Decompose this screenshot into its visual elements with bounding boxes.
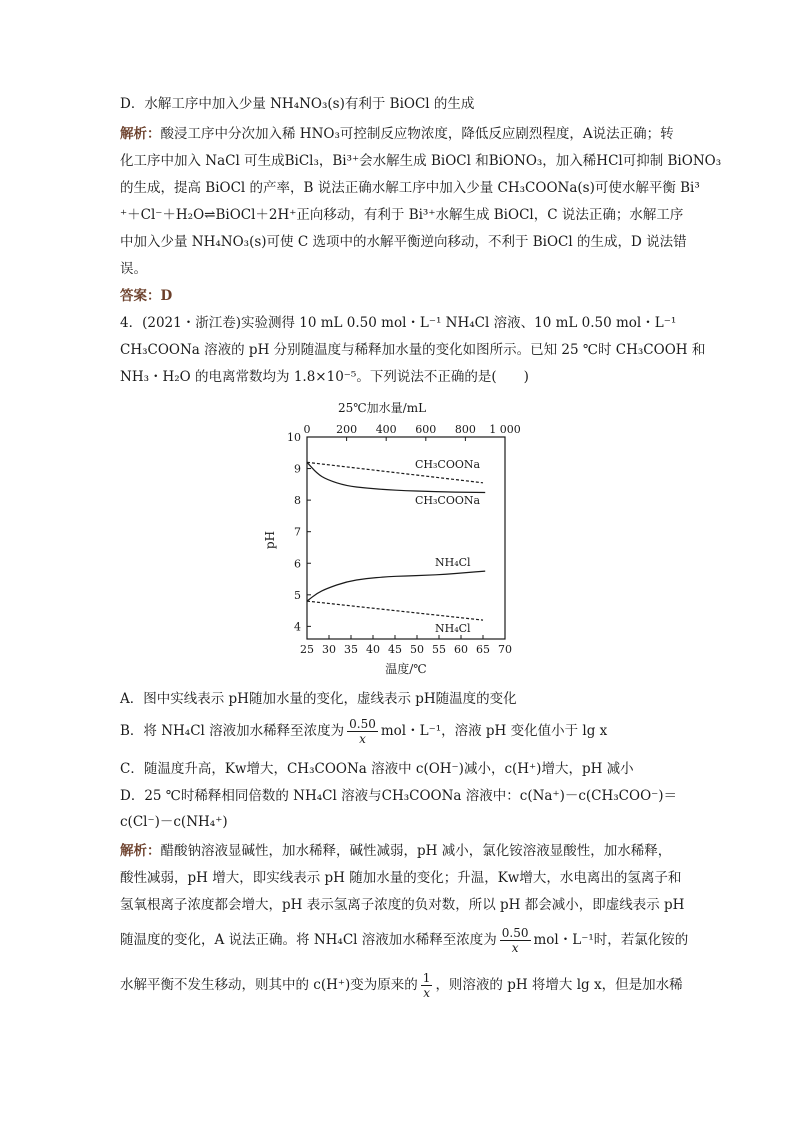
explanation-text: 随温度的变化，A 说法正确。将 NH₄Cl 溶液加水稀释至浓度为: [120, 932, 497, 948]
option-d-cont: c(Cl⁻)－c(NH₄⁺): [120, 814, 228, 830]
fraction: [500, 927, 531, 954]
fraction: [347, 718, 378, 745]
option-a: A．图中实线表示 pH随加水量的变化，虚线表示 pH随温度的变化: [120, 691, 517, 707]
answer-line: 答案：D: [120, 288, 173, 304]
y-tick-label: 9: [294, 462, 301, 476]
x-tick-label: 30: [322, 643, 336, 656]
explanation-line: 化工序中加入 NaCl 可生成BiCl₃，Bi³⁺会水解生成 BiOCl 和BiONO₃，加入稀HCl可抑制 BiONO₃: [120, 153, 722, 169]
explanation-text: 酸浸工序中分次加入稀 HNO₃可控制反应物浓度，降低反应剧烈程度，A说法正确；转: [160, 126, 674, 142]
fraction-denominator: x: [511, 941, 519, 955]
x-tick-label: 55: [432, 643, 446, 656]
x-tick-label: 40: [366, 643, 380, 656]
y-tick-label: 7: [294, 525, 301, 539]
top-tick-label: 600: [415, 423, 437, 436]
option-d: D．25 ℃时稀释相同倍数的 NH₄Cl 溶液与CH₃COONa 溶液中：c(Na⁺)－c(CH₃COO⁻)＝: [120, 788, 678, 804]
y-tick-label: 8: [294, 494, 301, 508]
explanation-line: 酸性减弱，pH 增大，即实线表示 pH 随加水量的变化；升温，Kw增大，水电离出的氢离子和: [120, 870, 682, 886]
explanation-label: 解析：: [120, 843, 161, 859]
fraction-denominator: x: [359, 732, 366, 746]
series-label-ch3coona-dashed: CH₃COONa: [415, 458, 481, 471]
top-tick-label: 1 000: [489, 423, 521, 436]
series-group: [307, 462, 485, 620]
explanation-line: [120, 125, 680, 143]
series-line-dashed: [307, 601, 483, 620]
y-tick-label: 5: [294, 588, 301, 602]
series-line-solid: [307, 571, 485, 601]
question-4-line: CH₃COONa 溶液的 pH 分别随温度与稀释加水量的变化如图所示。已知 25 ℃时 CH₃COOH 和: [120, 342, 706, 358]
x-tick-label: 25: [300, 643, 314, 656]
explanation-line: 误。: [120, 261, 147, 277]
fraction-denominator: x: [423, 986, 430, 1000]
option-b-text: mol・L⁻¹，溶液 pH 变化值小于 lg x: [380, 723, 608, 739]
y-tick-label: 6: [294, 557, 301, 571]
y-tick-label: 10: [287, 431, 301, 444]
explanation-text: 醋酸钠溶液显碱性，加水稀释，碱性减弱，pH 减小，氯化铵溶液显酸性，加水稀释，: [160, 843, 672, 859]
x-tick-label: 60: [454, 643, 468, 656]
top-tick-label: 200: [336, 423, 358, 436]
x-tick-label: 70: [498, 643, 512, 656]
option-c: C．随温度升高，Kw增大，CH₃COONa 溶液中 c(OH⁻)减小，c(H⁺)增大，pH 减小: [120, 761, 634, 777]
top-tick-label: 800: [454, 423, 476, 436]
ph-chart: [260, 400, 540, 685]
top-axis-title: 25℃加水量/mL: [337, 401, 427, 415]
explanation-text: mol・L⁻¹时，若氯化铵的: [533, 932, 689, 948]
explanation-label: 解析：: [120, 126, 161, 142]
explanation-line: [120, 926, 689, 955]
x-tick-label: 45: [388, 643, 402, 656]
question-4-line: 4．(2021・浙江卷)实验测得 10 mL 0.50 mol・L⁻¹ NH₄Cl 溶液、10 mL 0.50 mol・L⁻¹: [120, 315, 677, 331]
explanation-line: ⁺＋Cl⁻＋H₂O⇌BiOCl＋2H⁺正向移动，有利于 Bi³⁺水解生成 BiOCl，C 说法正确；水解工序: [120, 207, 684, 223]
fraction-numerator: 0.50: [501, 926, 529, 940]
fraction-numerator: 0.50: [349, 717, 376, 731]
x-tick-label: 35: [344, 643, 358, 656]
explanation-line: 中加入少量 NH₄NO₃(s)可使 C 选项中的水解平衡逆向移动，不利于 BiOCl 的生成，D 说法错: [120, 234, 687, 250]
x-tick-label: 65: [476, 643, 490, 656]
series-label-nh4cl-solid: NH₄Cl: [435, 556, 471, 569]
top-tick-label: 400: [375, 423, 397, 436]
question-4-line: NH₃・H₂O 的电离常数均为 1.8×10⁻⁵。下列说法不正确的是( ): [120, 369, 529, 385]
series-label-nh4cl-dashed: NH₄Cl: [435, 622, 471, 635]
option-b-text: B．将 NH₄Cl 溶液加水稀释至浓度为: [120, 723, 345, 739]
x-tick-label: 50: [410, 643, 424, 656]
y-tick-label: 4: [294, 620, 301, 634]
fraction-numerator: 1: [422, 971, 431, 985]
option-d-prev: D．水解工序中加入少量 NH₄NO₃(s)有利于 BiOCl 的生成: [120, 96, 475, 112]
option-b: [120, 718, 680, 745]
series-label-ch3coona-solid: CH₃COONa: [415, 494, 481, 507]
explanation-line: 氢氧根离子浓度都会增大，pH 表示氢离子浓度的负对数，所以 pH 都会减小，即虚线表示 pH: [120, 897, 685, 913]
explanation-line: [120, 971, 683, 1000]
explanation-line: [120, 842, 680, 860]
fraction: [421, 972, 433, 999]
explanation-text: ，则溶液的 pH 将增大 lg x，但是加水稀: [435, 977, 683, 993]
axis-ticks: [287, 423, 521, 656]
explanation-line: 的生成，提高 BiOCl 的产率，B 说法正确水解工序中加入少量 CH₃COONa(s)可使水解平衡 Bi³: [120, 180, 700, 196]
y-axis-label: pH: [263, 530, 277, 550]
x-axis-label: 温度/℃: [385, 662, 427, 676]
explanation-text: 水解平衡不发生移动，则其中的 c(H⁺)变为原来的: [120, 977, 418, 993]
top-tick-label: 0: [303, 423, 311, 436]
